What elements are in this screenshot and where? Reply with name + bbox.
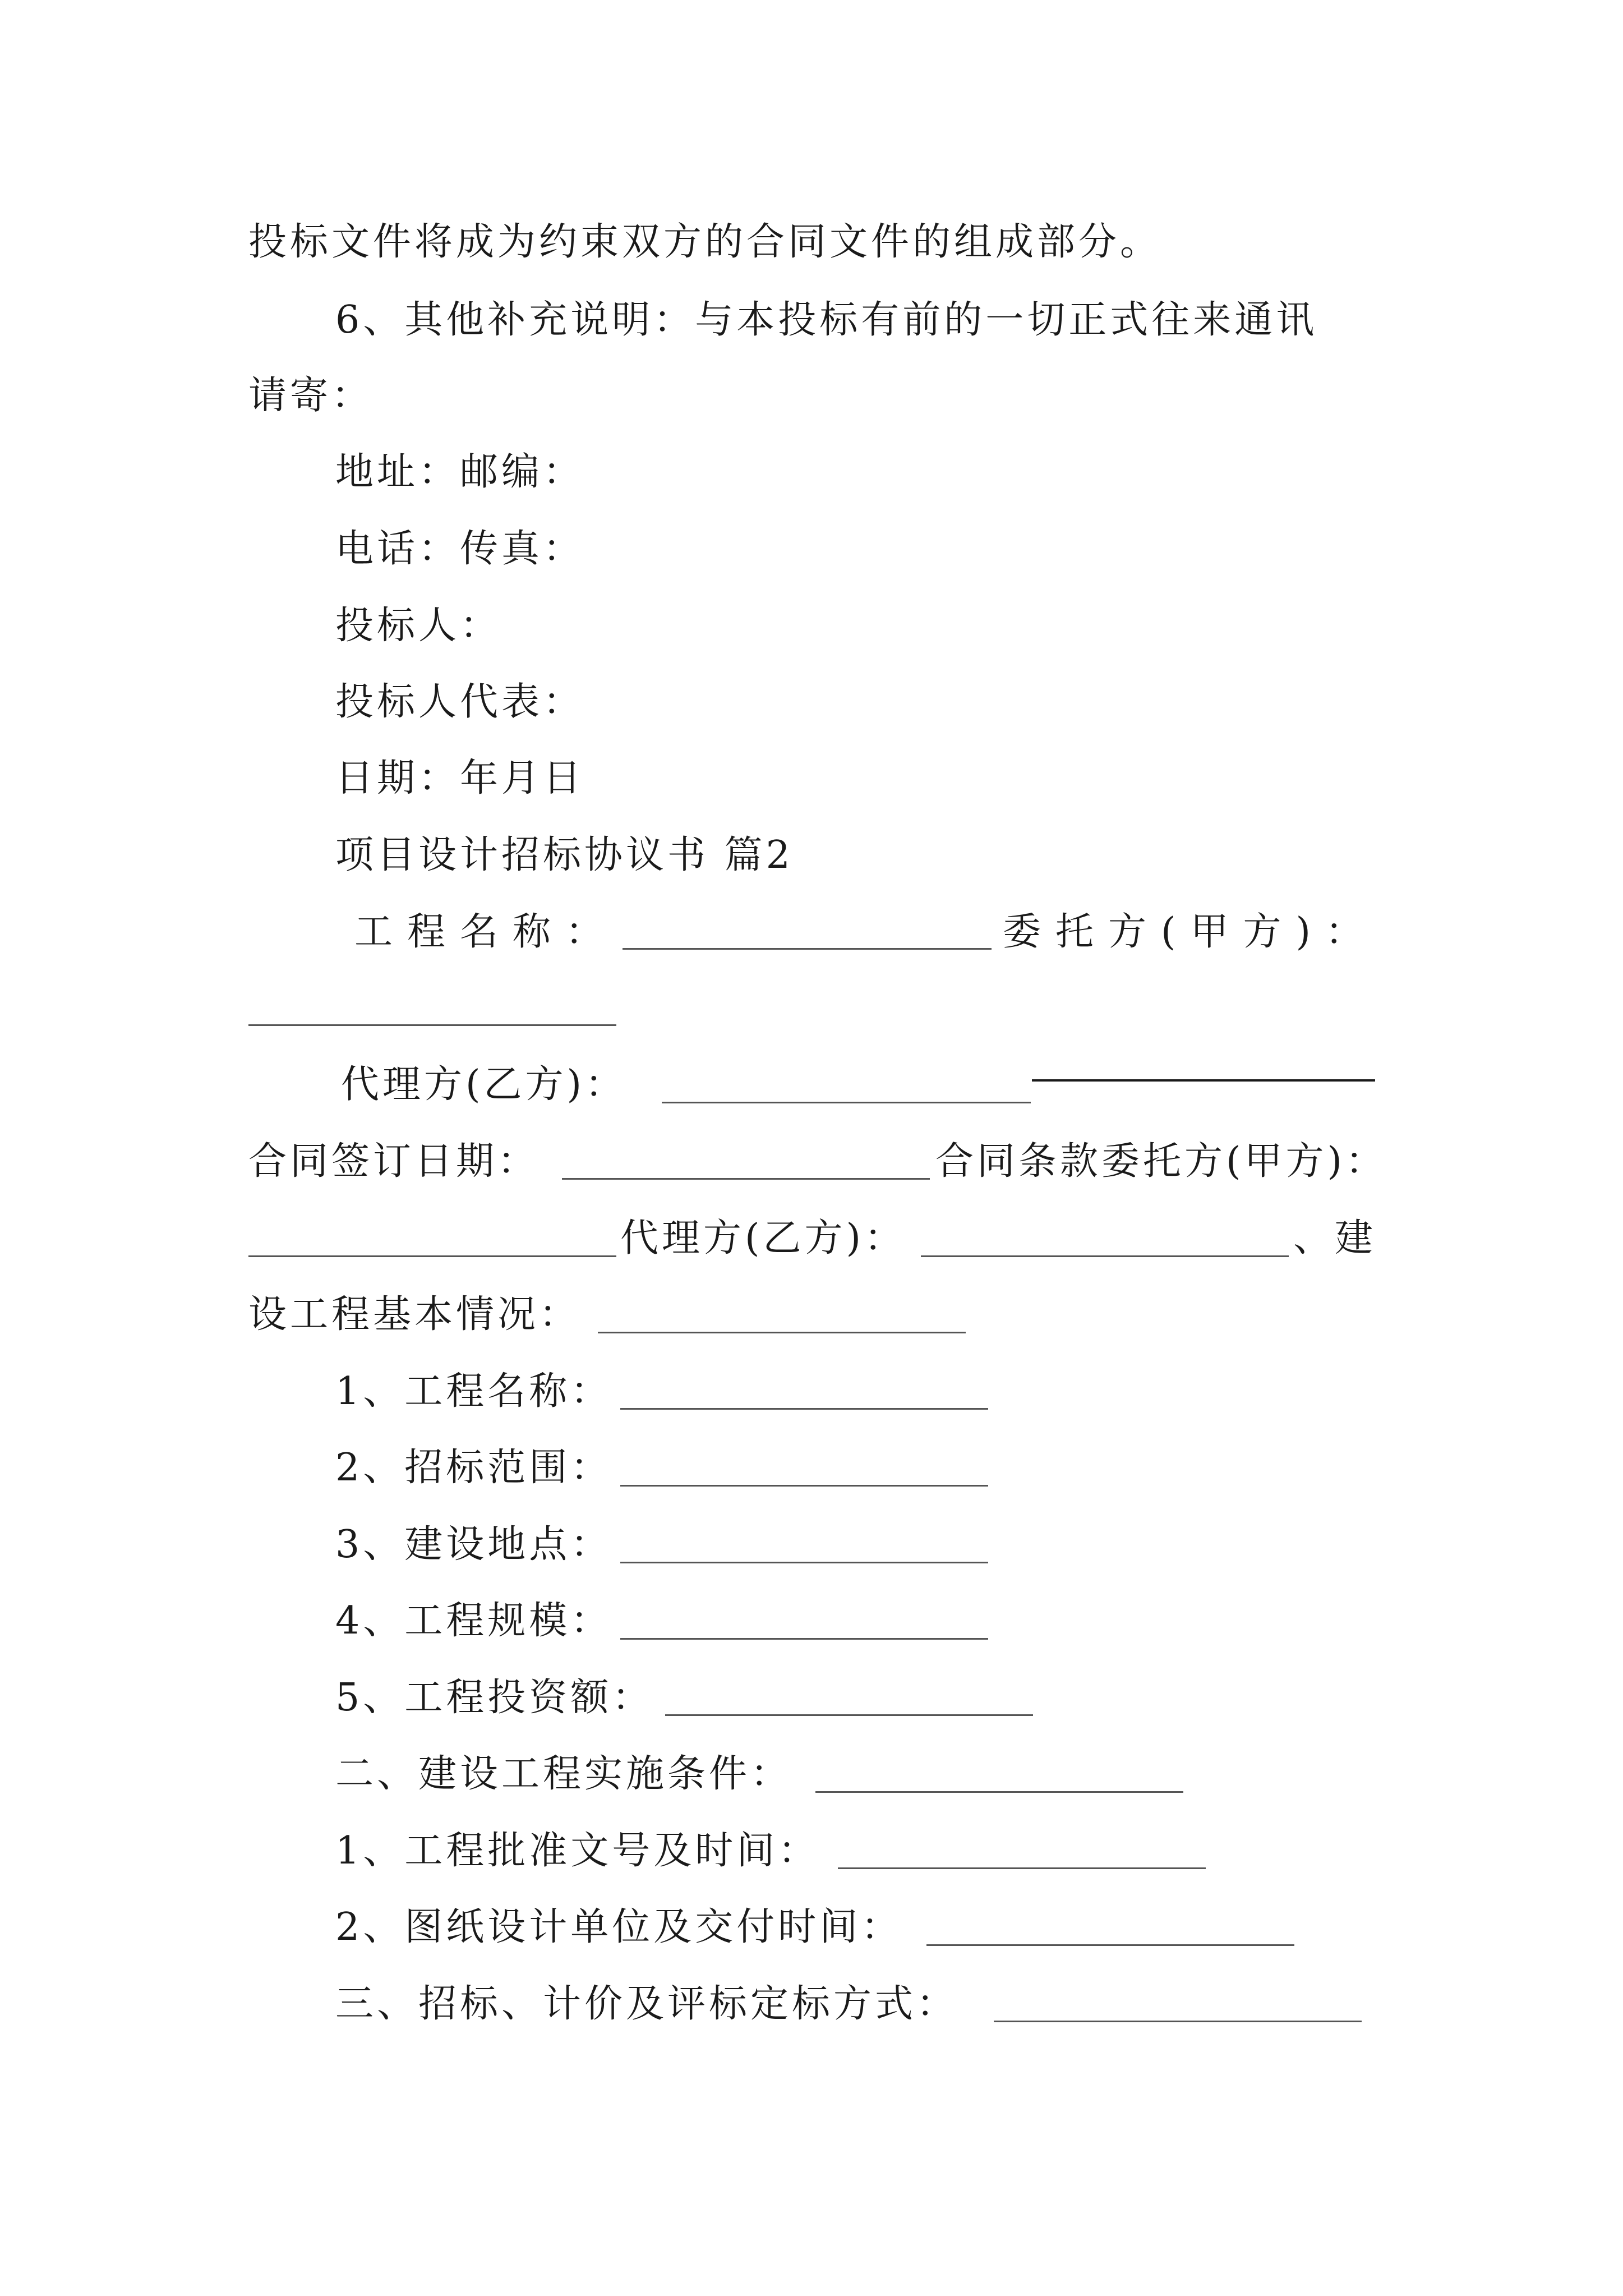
field-basic-info — [248, 1288, 580, 1342]
text: 投标文件将成为约束双方的合同文件的组成部分。 — [248, 220, 1162, 264]
text: 、建 — [1293, 1216, 1377, 1260]
text: 三、招标、计价及评标定标方式： — [335, 1982, 958, 2026]
field-contract-terms-client — [935, 1135, 1387, 1189]
text: 地址：邮编： — [335, 450, 585, 494]
blank-line — [248, 1021, 616, 1026]
item-investment — [335, 1671, 653, 1725]
text: 1、工程批准文号及时间： — [335, 1829, 820, 1873]
section-bidding-method — [335, 1977, 958, 2031]
blank-line — [620, 1635, 988, 1640]
blank-line — [838, 1864, 1206, 1869]
text: 委托方(甲方)： — [1003, 910, 1378, 954]
blank-line — [562, 1175, 930, 1180]
item-scale — [335, 1594, 612, 1648]
field-phone — [335, 522, 584, 576]
text: 5、工程投资额： — [335, 1676, 654, 1720]
item-approval — [335, 1824, 819, 1878]
section-heading — [335, 829, 794, 882]
text: 项目设计招标协议书 篇2 — [335, 833, 794, 877]
paragraph-line — [248, 369, 373, 423]
blank-line — [620, 1558, 988, 1563]
blank-line — [926, 1941, 1294, 1946]
item-bid-scope — [335, 1441, 612, 1495]
text: 电话：传真： — [335, 527, 585, 571]
text: 3、建设地点： — [335, 1522, 612, 1567]
text: 2、图纸设计单位及交付时间： — [335, 1905, 903, 1949]
text: 请寄： — [248, 374, 374, 418]
text: 设工程基本情况： — [248, 1292, 581, 1337]
text: 合同条款委托方(甲方)： — [935, 1139, 1387, 1184]
paragraph-line — [248, 215, 1161, 269]
text: 2、招标范围： — [335, 1446, 612, 1490]
text: 日期：年月日 — [335, 756, 585, 800]
item-drawings — [335, 1901, 902, 1954]
text: 4、工程规模： — [335, 1599, 612, 1643]
section-implementation — [335, 1747, 792, 1801]
text: 1、工程名称： — [335, 1369, 612, 1414]
dash-rule — [1032, 1079, 1375, 1082]
text-fragment — [1293, 1212, 1376, 1266]
text: 二、建设工程实施条件： — [335, 1752, 792, 1796]
blank-line — [662, 1098, 1031, 1103]
text: 代理方(乙方)： — [620, 1216, 906, 1260]
text: 合同签订日期： — [248, 1139, 540, 1184]
blank-line — [921, 1252, 1289, 1257]
text: 代理方(乙方)： — [341, 1062, 627, 1107]
text: 投标人代表： — [335, 680, 585, 724]
blank-line — [623, 945, 992, 950]
blank-line — [815, 1788, 1183, 1793]
field-address — [335, 445, 584, 499]
field-date — [335, 752, 584, 806]
blank-line — [598, 1328, 966, 1333]
field-client — [1003, 905, 1378, 959]
text: 6、其他补充说明：与本投标有前的一切正式往来通讯 — [335, 298, 1318, 342]
blank-line — [248, 1252, 616, 1257]
field-bidder — [335, 599, 501, 653]
field-project-name — [354, 905, 618, 959]
paragraph-line — [335, 293, 1317, 347]
field-agent-2 — [620, 1212, 906, 1266]
item-site — [335, 1518, 612, 1572]
field-agent — [341, 1058, 626, 1112]
field-contract-date — [248, 1135, 539, 1189]
blank-line — [665, 1711, 1033, 1716]
item-project-name — [335, 1365, 612, 1419]
blank-line — [994, 2017, 1362, 2022]
text: 投标人： — [335, 604, 502, 648]
text: 工程名称： — [354, 910, 619, 954]
field-bidder-representative — [335, 675, 584, 729]
blank-line — [620, 1405, 988, 1410]
blank-line — [620, 1481, 988, 1487]
